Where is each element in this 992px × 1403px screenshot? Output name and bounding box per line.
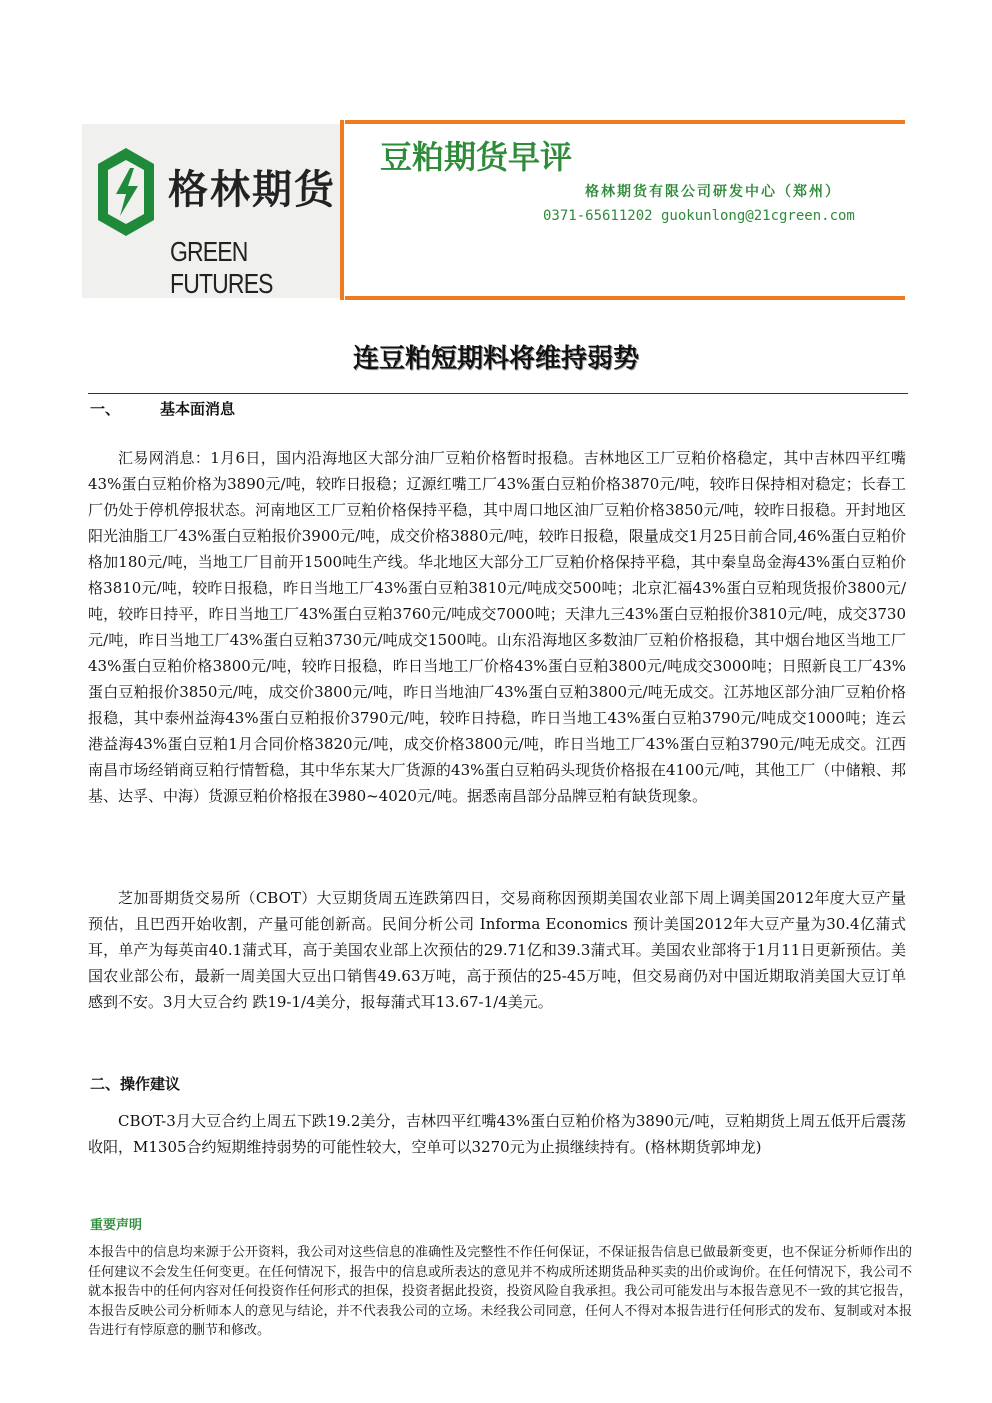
title-divider	[88, 393, 908, 394]
section-1-title: 基本面消息	[160, 400, 236, 418]
organization-name: 格林期货有限公司研发中心（郑州）	[585, 184, 841, 200]
paragraph-cbot-news: 芝加哥期货交易所（CBOT）大豆期货周五连跌第四日，交易商称因预期美国农业部下周上调美国2012年度大豆产量预估，且巴西开始收割，产量可能创新高。民间分析公司 Informa Economics 预计美国2012年大豆产量为30.4亿蒲式耳，单产为每英亩40.1蒲式耳，高于美国农业部上次预估的29.71亿和39.3蒲式耳。美国农业部将于1月11日更新预估。美国农业部公布，最新一周美国大豆出口销售49.63万吨，高于预估的25-45万吨，但交易商仍对中国近期取消美国大豆订单感到不安。3月大豆合约 跌19-1/4美分，报每蒲式耳13.67-1/4美元。	[88, 889, 906, 1011]
contact-info: 0371-65611202 guokunlong@21cgreen.com	[543, 208, 855, 224]
green-futures-logo-icon	[96, 146, 156, 238]
section-1-number: 一、	[90, 400, 121, 418]
logo-chinese-name: 格林期货	[168, 167, 336, 213]
company-logo	[82, 124, 340, 298]
section-2-title: 二、操作建议	[90, 1075, 181, 1093]
disclaimer-body: 本报告中的信息均来源于公开资料，我公司对这些信息的准确性及完整性不作任何保证，不保证报告信息已做最新变更，也不保证分析师作出的任何建议不会发生任何变更。在任何情况下，报告中的信息或所表达的意见并不构成所述期货品种买卖的出价或询价。在任何情况下，我公司不就本报告中的任何内容对任何投资作任何形式的担保，投资者据此投资，投资风险自我承担。我公司可能发出与本报告意见不一致的其它报告，本报告反映公司分析师本人的意见与结论，并不代表我公司的立场。未经我公司同意，任何人不得对本报告进行任何形式的发布、复制或对本报告进行有悖原意的删节和修改。	[88, 1245, 912, 1339]
logo-english-name: GREEN FUTURES	[170, 236, 273, 299]
header-vertical-rule	[340, 120, 344, 300]
report-title: 豆粕期货早评	[380, 138, 573, 176]
header-top-rule	[345, 120, 905, 124]
paragraph-market-news: 汇易网消息：1月6日，国内沿海地区大部分油厂豆粕价格暂时报稳。吉林地区工厂豆粕价格稳定，其中吉林四平红嘴43%蛋白豆粕价格为3890元/吨，较昨日报稳；辽源红嘴工厂43%蛋白豆粕价格3870元/吨，较昨日保持相对稳定；长春工厂仍处于停机停报状态。河南地区工厂豆粕价格保持平稳，其中周口地区油厂豆粕价格3850元/吨，较昨日报稳。开封地区阳光油脂工厂43%蛋白豆粕报价3900元/吨，成交价格3880元/吨，较昨日报稳，限量成交1月25日前合同,46%蛋白豆粕价格加180元/吨，当地工厂目前开1500吨生产线。华北地区大部分工厂豆粕价格保持平稳，其中秦皇岛金海43%蛋白豆粕价格3810元/吨，较昨日报稳，昨日当地工厂43%蛋白豆粕3810元/吨成交500吨；北京汇福43%蛋白豆粕现货报价3800元/吨，较昨日持平，昨日当地工厂43%蛋白豆粕3760元/吨成交7000吨；天津九三43%蛋白豆粕报价3810元/吨，成交3730元/吨，昨日当地工厂43%蛋白豆粕3730元/吨成交1500吨。山东沿海地区多数油厂豆粕价格报稳，其中烟台地区当地工厂43%蛋白豆粕价格3800元/吨，较昨日报稳，昨日当地工厂价格43%蛋白豆粕3800元/吨成交3000吨；日照新良工厂43%蛋白豆粕报价3850元/吨，成交价3800元/吨，昨日当地油厂43%蛋白豆粕3800元/吨无成交。江苏地区部分油厂豆粕价格报稳，其中泰州益海43%蛋白豆粕报价3790元/吨，较昨日持稳，昨日当地工43%蛋白豆粕3790元/吨成交1000吨；连云港益海43%蛋白豆粕1月合同价格3820元/吨，成交价格3800元/吨，昨日当地工厂43%蛋白豆粕3790元/吨无成交。江西南昌市场经销商豆粕行情暂稳，其中华东某大厂货源的43%蛋白豆粕码头现货价格报在4100元/吨，其他工厂（中储粮、邦基、达孚、中海）货源豆粕价格报在3980~4020元/吨。据悉南昌部分品牌豆粕有缺货现象。	[88, 449, 906, 805]
paragraph-trading-advice: CBOT-3月大豆合约上周五下跌19.2美分，吉林四平红嘴43%蛋白豆粕价格为3890元/吨，豆粕期货上周五低开后震荡收阳，M1305合约短期维持弱势的可能性较大，空单可以3270元为止损继续持有。(格林期货郭坤龙)	[88, 1112, 906, 1156]
article-title: 连豆粕短期料将维持弱势	[352, 344, 639, 374]
header-bottom-rule	[345, 296, 905, 300]
disclaimer-title: 重要声明	[90, 1218, 143, 1233]
